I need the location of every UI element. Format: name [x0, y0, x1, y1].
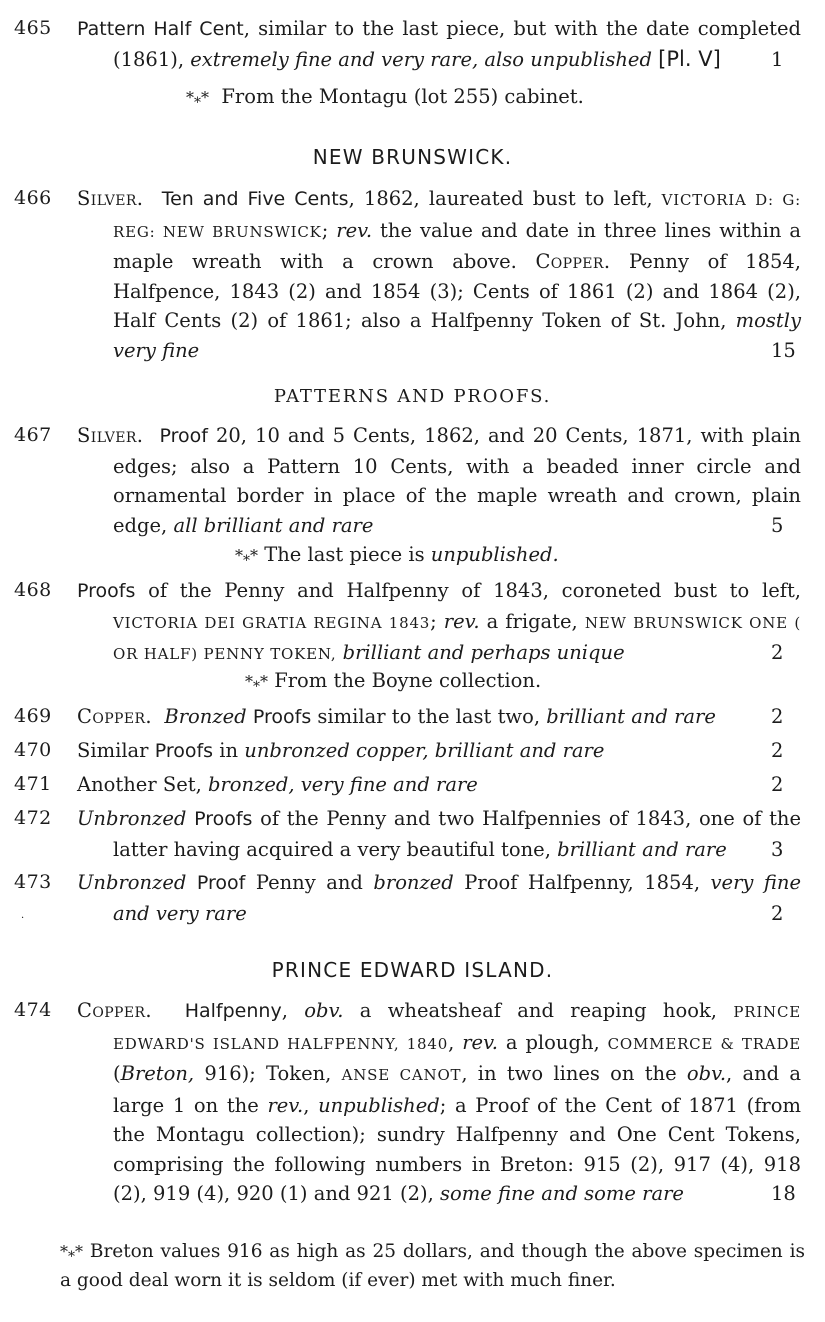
lot-note: $*_**$ From the Boyne collection. — [245, 669, 542, 696]
lot-description: Unbronzed Proof Penny and bronzed Proof Halfpenny, 1854, very fine and very rare 2 — [77, 871, 802, 925]
lot-note: $*_**$ The last piece is unpublished. — [235, 543, 559, 570]
lot-474 — [0, 996, 825, 1209]
lot-title: Proofs — [77, 580, 136, 602]
lot-number: 471 — [14, 773, 52, 795]
lot-description: Unbronzed Proofs of the Penny and two Halfpennies of 1843, one of the latter having acquired a very beautiful tone, brilliant and rare 3 — [77, 807, 802, 861]
lot-465 — [0, 14, 825, 74]
lot-description: Silver. Proof 20, 10 and 5 Cents, 1862, and 20 Cents, 1871, with plain edges; also a Pattern 10 Cents, with a beaded inner circle and ornamental border in place of the maple wreath and crown, plain edge, all brilliant and rare 5 — [77, 424, 801, 537]
lot-number: 466 — [14, 187, 52, 209]
lot-468 — [0, 576, 825, 670]
lot-title: Ten and Five Cents — [161, 188, 349, 210]
lot-number: 470 — [14, 739, 52, 761]
lot-471 — [0, 770, 825, 800]
asterism: $*_**$ — [235, 546, 258, 570]
lot-description: Copper. Halfpenny, obv. a wheatsheaf and reaping hook, PRINCE EDWARD'S ISLAND HALFPENNY, 1840, rev. a plough, COMMERCE & TRADE (Breton, 916); Token, ANSE CANOT, in two lines on the obv., and a large 1 on the rev., unpublished; a Proof of the Cent of 1871 (from the Montagu collection); sundry Halfpenny and One Cent Tokens, comprising the following numbers in Breton: 915 (2), 917 (4), 918 (2), 919 (4), 920 (1) and 921 (2), some fine and some rare 18 — [77, 999, 802, 1205]
lot-title: Halfpenny — [184, 1000, 282, 1022]
lot-473 — [0, 868, 825, 928]
section-heading-patterns-and-proofs: PATTERNS AND PROOFS. — [273, 386, 552, 407]
lot-466 — [0, 184, 825, 365]
margin-dot: · — [21, 913, 25, 924]
coin-legend: PRINCE EDWARD'S ISLAND HALFPENNY, 1840 — [113, 1003, 801, 1053]
lot-469 — [0, 702, 825, 733]
plate-reference: [Pl. V] — [658, 46, 721, 71]
asterism: $*_**$ — [186, 88, 209, 112]
lot-note: $*_**$ Breton values 916 as high as 25 dollars, and though the above specimen is a good deal worn it is seldom (if ever) met with much finer. — [60, 1241, 805, 1292]
asterism: $*_**$ — [245, 672, 268, 696]
lot-467 — [0, 421, 825, 540]
lot-description: Another Set, bronzed, very fine and rare 2 — [77, 773, 784, 796]
asterism: $*_**$ — [60, 1242, 83, 1266]
section-heading-new-brunswick: NEW BRUNSWICK. — [312, 145, 513, 169]
lot-472 — [0, 804, 825, 864]
lot-number: 465 — [14, 17, 52, 39]
lot-title: Proof — [159, 425, 208, 447]
lot-title: Proof — [196, 872, 246, 894]
coin-legend: ANSE CANOT — [341, 1066, 462, 1084]
coin-legend: COMMERCE & TRADE — [607, 1034, 802, 1053]
lot-number: 469 — [14, 705, 52, 727]
coin-legend: VICTORIA D: G: REG: NEW BRUNSWICK — [113, 191, 801, 241]
lot-title: Pattern Half Cent — [77, 18, 244, 40]
lot-470 — [0, 736, 825, 767]
lot-description: Pattern Half Cent, similar to the last piece, but with the date completed (1861), extremely fine and very rare, also unpublished [Pl. V] 1 — [77, 17, 801, 71]
lot-number: 474 — [14, 999, 52, 1021]
lot-number: 468 — [14, 579, 52, 601]
lot-number: 473 — [14, 871, 52, 893]
lot-title: Proofs — [154, 740, 214, 762]
lot-note: $*_**$ From the Montagu (lot 255) cabinet. — [186, 85, 584, 112]
lot-description: Copper. Bronzed Proofs similar to the last two, brilliant and rare 2 — [77, 705, 784, 728]
lot-title: Proofs — [252, 706, 312, 728]
lot-title: Proofs — [194, 808, 253, 830]
lot-number: 467 — [14, 424, 52, 446]
lot-description: Proofs of the Penny and Halfpenny of 1843, coroneted bust to left, VICTORIA DEI GRATIA REGINA 1843; rev. a frigate, NEW BRUNSWICK ONE ( OR HALF) PENNY TOKEN, brilliant and perhaps unique 2 — [77, 579, 801, 664]
coin-legend: VICTORIA DEI GRATIA REGINA 1843 — [113, 613, 431, 632]
lot-description: Similar Proofs in unbronzed copper, brilliant and rare 2 — [77, 739, 784, 762]
section-heading-prince-edward-island: PRINCE EDWARD ISLAND. — [271, 958, 554, 982]
lot-number: 472 — [14, 807, 52, 829]
coin-legend: NEW BRUNSWICK ONE ( OR HALF) PENNY TOKEN, — [113, 613, 801, 663]
lot-description: Silver. Ten and Five Cents, 1862, laureated bust to left, VICTORIA D: G: REG: NEW BRUNSWICK; rev. the value and date in three lines within a maple wreath with a crown above. Copper. Penny of 1854, Halfpence, 1843 (2) and 1854 (3); Cents of 1861 (2) and 1864 (2), Half Cents (2) of 1861; also a Halfpenny Token of St. John, mostly very fine 15 — [77, 187, 801, 362]
